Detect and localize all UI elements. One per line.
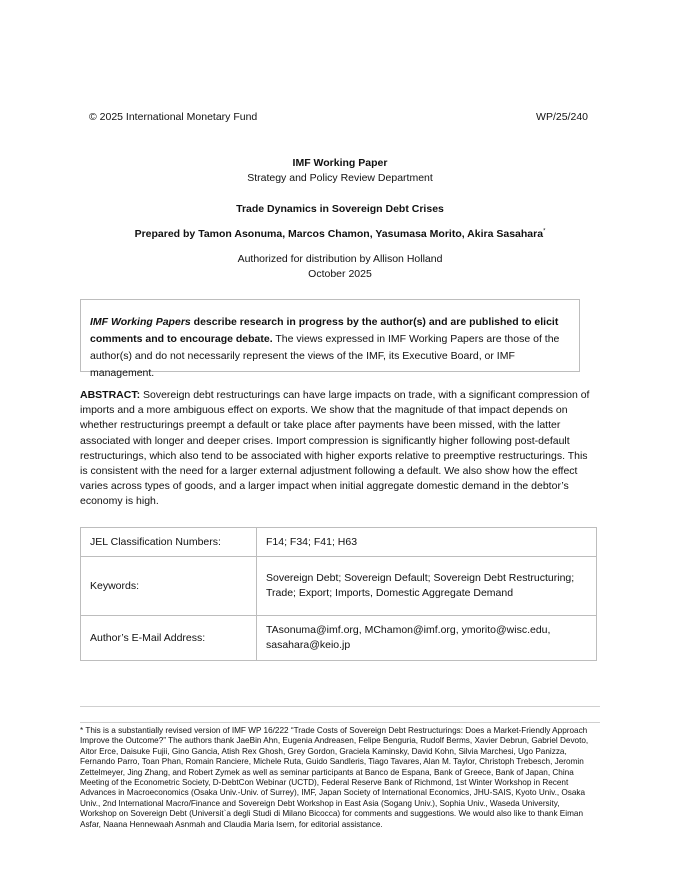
metadata-table	[80, 527, 597, 661]
keywords-label: Keywords:	[81, 557, 257, 616]
page-header	[89, 111, 588, 123]
keywords-row	[81, 557, 597, 616]
series-title: IMF Working Paper	[292, 157, 388, 169]
disclaimer-lead: IMF Working Papers	[90, 316, 191, 328]
abstract-text: Sovereign debt restructurings can have large impacts on trade, with a significant compression of imports and a more ambiguous effect on exports. We show that the magnitude of that impact depends on whether restructurings preempt a default or take place after payments have been missed, with the latter associated with longer and deeper crises. Import compression is significantly higher following post-default restructurings, which also tend to be associated with higher exports relative to preemptive restructurings. This is consistent with the need for a larger external adjustment following a default. We also show how the effect varies across types of goods, and a larger impact when initial aggregate domestic demand in the debtor’s economy is high.	[80, 389, 590, 508]
footnote-divider	[80, 722, 600, 723]
abstract-label: ABSTRACT:	[80, 389, 141, 401]
disclaimer-text: The views expressed in IMF Working Papers are those of the author(s) and do not necessarily represent the views of the IMF, its Executive Board, or IMF management.	[90, 333, 560, 379]
email-label: Author’s E-Mail Address:	[81, 616, 257, 661]
page-divider	[80, 706, 600, 707]
jel-value: F14; F34; F41; H63	[257, 528, 597, 557]
department-name: Strategy and Policy Review Department	[247, 172, 433, 184]
author-line	[0, 228, 680, 240]
email-row	[81, 616, 597, 661]
copyright-notice: © 2025 International Monetary Fund	[89, 111, 258, 123]
disclaimer-bold: describe research in progress by the author(s) and are published to elicit comments and to encourage debate.	[90, 316, 559, 345]
paper-title: Trade Dynamics in Sovereign Debt Crises	[236, 203, 444, 215]
email-value: TAsonuma@imf.org, MChamon@imf.org, ymorito@wisc.edu, sasahara@keio.jp	[257, 616, 597, 661]
authorization-line: Authorized for distribution by Allison Holland	[237, 253, 443, 265]
publication-date: October 2025	[308, 268, 372, 280]
disclaimer-box	[80, 299, 580, 379]
jel-label: JEL Classification Numbers:	[81, 528, 257, 557]
working-paper-number: WP/25/240	[536, 111, 588, 123]
jel-row	[81, 528, 597, 557]
keywords-value: Sovereign Debt; Sovereign Default; Sovereign Debt Restructuring; Trade; Export; Imports, Domestic Aggregate Demand	[257, 557, 597, 616]
abstract	[80, 388, 598, 510]
footnote: * This is a substantially revised version of IMF WP 16/222 “Trade Costs of Sovereign Debt Restructurings: Does a Market-Friendly Approach Improve the Outcome?” The authors thank JaeBin Ahn, Eugenia Andreasen, Felipe Benguria, Rudolf Berms, Xavier Debrun, Gabriel Devoto, Aitor Erce, Daisuke Fujii, Gino Gancia, Atish Rex Ghosh, Grey Gordon, Graciela Kaminsky, David Kohn, Silvia Marchesi, Ugo Panizza, Fernando Parro, Toan Phan, Romain Ranciere, Michele Ruta, Guido Sandleris, Tiago Tavares, Alan M. Taylor, Christoph Trebesch, Jeromin Zettelmeyer, Jing Zhang, and Robert Zymek as well as seminar participants at Banco de Espana, Bank of Greece, Bank of Japan, China Meeting of the Econometric Society, D-DebtCon Webinar (UCTD), Federal Reserve Bank of Richmond, 1st Winter Workshop in Recent Advances in Macroeconomics (Osaka Univ.-Univ. of Surrey), IMF, Japan Society of International Economics, JHU-SAIS, Kyoto Univ., Osaka Univ., 2nd International Macro/Finance and Sovereign Debt Workshop in East Asia (Sogang Univ.), Sophia Univ., Waseda University, Workshop on Sovereign Debt (Universit`a degli Studi di Milano Bicocca) for comments and suggestions. We would also like to thank Eiman Asfar, Naana Hennewaah Asnmah and Claudia Maria Isern, for editorial assistance.	[80, 726, 589, 829]
author-names: Tamon Asonuma, Marcos Chamon, Yasumasa Morito, Akira Sasahara	[198, 228, 544, 240]
author-footnote-mark: *	[543, 228, 546, 235]
prepared-by-label: Prepared by	[134, 228, 199, 240]
